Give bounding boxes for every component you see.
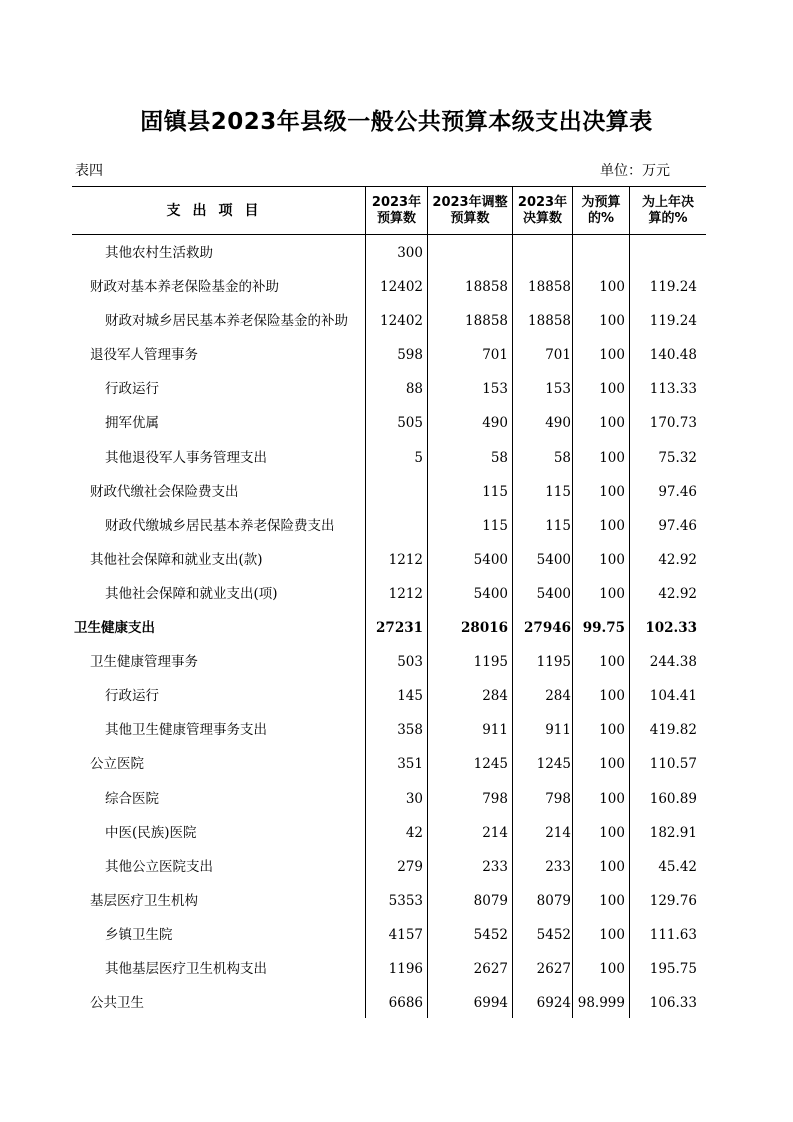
unit-label: 单位：万元 <box>600 163 670 179</box>
final-cell: 214 <box>545 824 571 841</box>
pct-last-cell: 97.46 <box>658 517 697 534</box>
adjusted-cell: 1195 <box>473 654 508 671</box>
pct-budget-cell: 100 <box>599 790 625 807</box>
budget-cell: 358 <box>397 722 423 739</box>
adjusted-cell: 911 <box>482 722 508 739</box>
pct-budget-cell: 100 <box>599 551 625 568</box>
table-row <box>72 405 706 439</box>
final-cell: 798 <box>545 790 571 807</box>
pct-last-cell: 195.75 <box>649 960 697 977</box>
adjusted-cell: 6994 <box>473 995 508 1012</box>
table-number: 表四 <box>75 163 103 179</box>
table-row <box>72 917 706 951</box>
row-name: 其他社会保障和就业支出(款) <box>90 551 263 568</box>
adjusted-cell <box>427 235 508 269</box>
budget-cell: 300 <box>397 245 423 261</box>
final-cell: 2627 <box>536 960 571 977</box>
row-name: 其他卫生健康管理事务支出 <box>105 722 267 739</box>
pct-budget-cell: 100 <box>599 279 625 296</box>
pct-budget-cell: 100 <box>599 926 625 943</box>
row-name: 其他农村生活救助 <box>105 245 213 261</box>
adjusted-cell: 233 <box>482 858 508 875</box>
pct-last-cell: 42.92 <box>658 585 697 602</box>
table-row <box>72 235 706 269</box>
table-row <box>72 269 706 303</box>
table-row <box>72 610 706 644</box>
budget-cell: 30 <box>405 790 423 807</box>
pct-last-cell: 419.82 <box>649 722 697 739</box>
final-cell: 18858 <box>528 279 571 296</box>
table-row <box>72 474 706 508</box>
pct-last-cell: 45.42 <box>658 858 697 875</box>
row-name: 行政运行 <box>105 381 159 398</box>
row-name: 财政对基本养老保险基金的补助 <box>90 279 279 296</box>
adjusted-cell: 153 <box>482 381 508 398</box>
budget-cell: 1212 <box>388 585 423 602</box>
pct-budget-cell: 100 <box>599 483 625 500</box>
header-budget: 2023年 预算数 <box>371 194 422 226</box>
budget-cell: 88 <box>405 381 423 398</box>
budget-cell: 42 <box>405 824 423 841</box>
header-pct-budget: 为预算 的% <box>581 194 621 226</box>
pct-budget-cell: 98.999 <box>577 995 625 1012</box>
budget-cell: 351 <box>397 756 423 773</box>
pct-budget-cell: 100 <box>599 347 625 364</box>
row-name: 基层医疗卫生机构 <box>90 892 198 909</box>
final-cell: 18858 <box>528 313 571 330</box>
adjusted-cell: 18858 <box>465 279 508 296</box>
pct-last-cell: 97.46 <box>658 483 697 500</box>
final-cell: 1195 <box>536 654 571 671</box>
final-cell: 58 <box>553 449 571 466</box>
final-cell: 911 <box>545 722 571 739</box>
table-row <box>72 985 706 1019</box>
row-name: 其他公立医院支出 <box>105 858 213 875</box>
final-cell: 490 <box>545 415 571 432</box>
pct-budget-cell: 100 <box>599 892 625 909</box>
pct-last-cell: 42.92 <box>658 551 697 568</box>
budget-cell: 27231 <box>376 620 423 637</box>
pct-budget-cell: 100 <box>599 381 625 398</box>
pct-last-cell: 129.76 <box>649 892 697 909</box>
row-name: 卫生健康管理事务 <box>90 654 198 671</box>
adjusted-cell: 5452 <box>473 926 508 943</box>
row-name: 其他基层医疗卫生机构支出 <box>105 960 267 977</box>
budget-cell: 12402 <box>380 279 423 296</box>
pct-budget-cell: 99.75 <box>582 620 625 637</box>
adjusted-cell: 214 <box>482 824 508 841</box>
table-row <box>72 712 706 746</box>
table-row <box>72 815 706 849</box>
pct-last-cell: 119.24 <box>649 279 697 296</box>
table-row <box>72 440 706 474</box>
row-name: 财政代缴社会保险费支出 <box>90 483 239 500</box>
row-name: 中医(民族)医院 <box>105 824 197 841</box>
budget-cell: 598 <box>397 347 423 364</box>
final-cell: 115 <box>545 483 571 500</box>
row-name: 其他退役军人事务管理支出 <box>105 449 267 466</box>
budget-cell <box>364 508 423 542</box>
adjusted-cell: 8079 <box>473 892 508 909</box>
table-row <box>72 678 706 712</box>
pct-last-cell <box>629 235 697 269</box>
pct-budget-cell: 100 <box>599 756 625 773</box>
budget-cell: 503 <box>397 654 423 671</box>
budget-cell: 1196 <box>388 960 423 977</box>
table-row <box>72 303 706 337</box>
pct-last-cell: 140.48 <box>649 347 697 364</box>
pct-last-cell: 244.38 <box>649 654 697 671</box>
header-adjusted: 2023年调整 预算数 <box>432 194 508 226</box>
adjusted-cell: 18858 <box>465 313 508 330</box>
final-cell: 233 <box>545 858 571 875</box>
row-name: 公立医院 <box>90 756 144 773</box>
adjusted-cell: 115 <box>482 483 508 500</box>
adjusted-cell: 2627 <box>473 960 508 977</box>
adjusted-cell: 798 <box>482 790 508 807</box>
final-cell: 153 <box>545 381 571 398</box>
table-row <box>72 337 706 371</box>
row-name: 财政代缴城乡居民基本养老保险费支出 <box>105 517 335 534</box>
header-pct-last: 为上年决 算的% <box>641 194 694 226</box>
budget-cell: 6686 <box>388 995 423 1012</box>
pct-last-cell: 119.24 <box>649 313 697 330</box>
budget-cell: 5 <box>414 449 423 466</box>
pct-budget-cell: 100 <box>599 585 625 602</box>
pct-budget-cell <box>575 235 625 269</box>
header-item: 支出项目 <box>166 202 271 219</box>
final-cell: 5400 <box>536 551 571 568</box>
row-name: 其他社会保障和就业支出(项) <box>105 585 278 602</box>
pct-budget-cell: 100 <box>599 415 625 432</box>
table-row <box>72 746 706 780</box>
budget-cell: 5353 <box>388 892 423 909</box>
final-cell <box>512 235 571 269</box>
budget-cell: 4157 <box>388 926 423 943</box>
pct-last-cell: 182.91 <box>649 824 697 841</box>
table-row <box>72 883 706 917</box>
budget-cell: 145 <box>397 688 423 705</box>
adjusted-cell: 5400 <box>473 585 508 602</box>
pct-last-cell: 75.32 <box>658 449 697 466</box>
row-name: 拥军优属 <box>105 415 159 432</box>
adjusted-cell: 701 <box>482 347 508 364</box>
pct-last-cell: 106.33 <box>649 995 697 1012</box>
final-cell: 701 <box>545 347 571 364</box>
pct-budget-cell: 100 <box>599 960 625 977</box>
table-row <box>72 542 706 576</box>
pct-last-cell: 110.57 <box>649 756 697 773</box>
table-row <box>72 371 706 405</box>
table-row <box>72 644 706 678</box>
budget-cell: 505 <box>397 415 423 432</box>
row-name: 公共卫生 <box>90 995 144 1012</box>
pct-budget-cell: 100 <box>599 824 625 841</box>
budget-cell <box>364 474 423 508</box>
row-name: 卫生健康支出 <box>74 620 155 637</box>
table-row <box>72 951 706 985</box>
final-cell: 8079 <box>536 892 571 909</box>
final-cell: 5400 <box>536 585 571 602</box>
pct-budget-cell: 100 <box>599 449 625 466</box>
pct-last-cell: 170.73 <box>649 415 697 432</box>
final-cell: 284 <box>545 688 571 705</box>
adjusted-cell: 28016 <box>461 620 508 637</box>
table-row <box>72 781 706 815</box>
adjusted-cell: 1245 <box>473 756 508 773</box>
budget-cell: 12402 <box>380 313 423 330</box>
table-body <box>72 235 706 1019</box>
row-name: 综合医院 <box>105 790 159 807</box>
pct-last-cell: 102.33 <box>645 620 697 637</box>
row-name: 行政运行 <box>105 688 159 705</box>
pct-last-cell: 111.63 <box>649 926 697 943</box>
pct-last-cell: 113.33 <box>649 381 697 398</box>
pct-budget-cell: 100 <box>599 858 625 875</box>
row-name: 财政对城乡居民基本养老保险基金的补助 <box>105 313 348 330</box>
pct-budget-cell: 100 <box>599 654 625 671</box>
adjusted-cell: 115 <box>482 517 508 534</box>
adjusted-cell: 284 <box>482 688 508 705</box>
budget-cell: 1212 <box>388 551 423 568</box>
pct-budget-cell: 100 <box>599 517 625 534</box>
final-cell: 5452 <box>536 926 571 943</box>
table-row <box>72 576 706 610</box>
pct-budget-cell: 100 <box>599 722 625 739</box>
row-name: 乡镇卫生院 <box>105 926 173 943</box>
adjusted-cell: 490 <box>482 415 508 432</box>
final-cell: 6924 <box>536 995 571 1012</box>
table-row <box>72 508 706 542</box>
pct-budget-cell: 100 <box>599 313 625 330</box>
pct-budget-cell: 100 <box>599 688 625 705</box>
adjusted-cell: 5400 <box>473 551 508 568</box>
header-final: 2023年 决算数 <box>517 194 568 226</box>
adjusted-cell: 58 <box>490 449 508 466</box>
final-cell: 27946 <box>524 620 571 637</box>
page-title: 固镇县2023年县级一般公共预算本级支出决算表 <box>140 109 653 135</box>
budget-cell: 279 <box>397 858 423 875</box>
final-cell: 115 <box>545 517 571 534</box>
row-name: 退役军人管理事务 <box>90 347 198 364</box>
pct-last-cell: 160.89 <box>649 790 697 807</box>
final-cell: 1245 <box>536 756 571 773</box>
table-row <box>72 849 706 883</box>
pct-last-cell: 104.41 <box>649 688 697 705</box>
